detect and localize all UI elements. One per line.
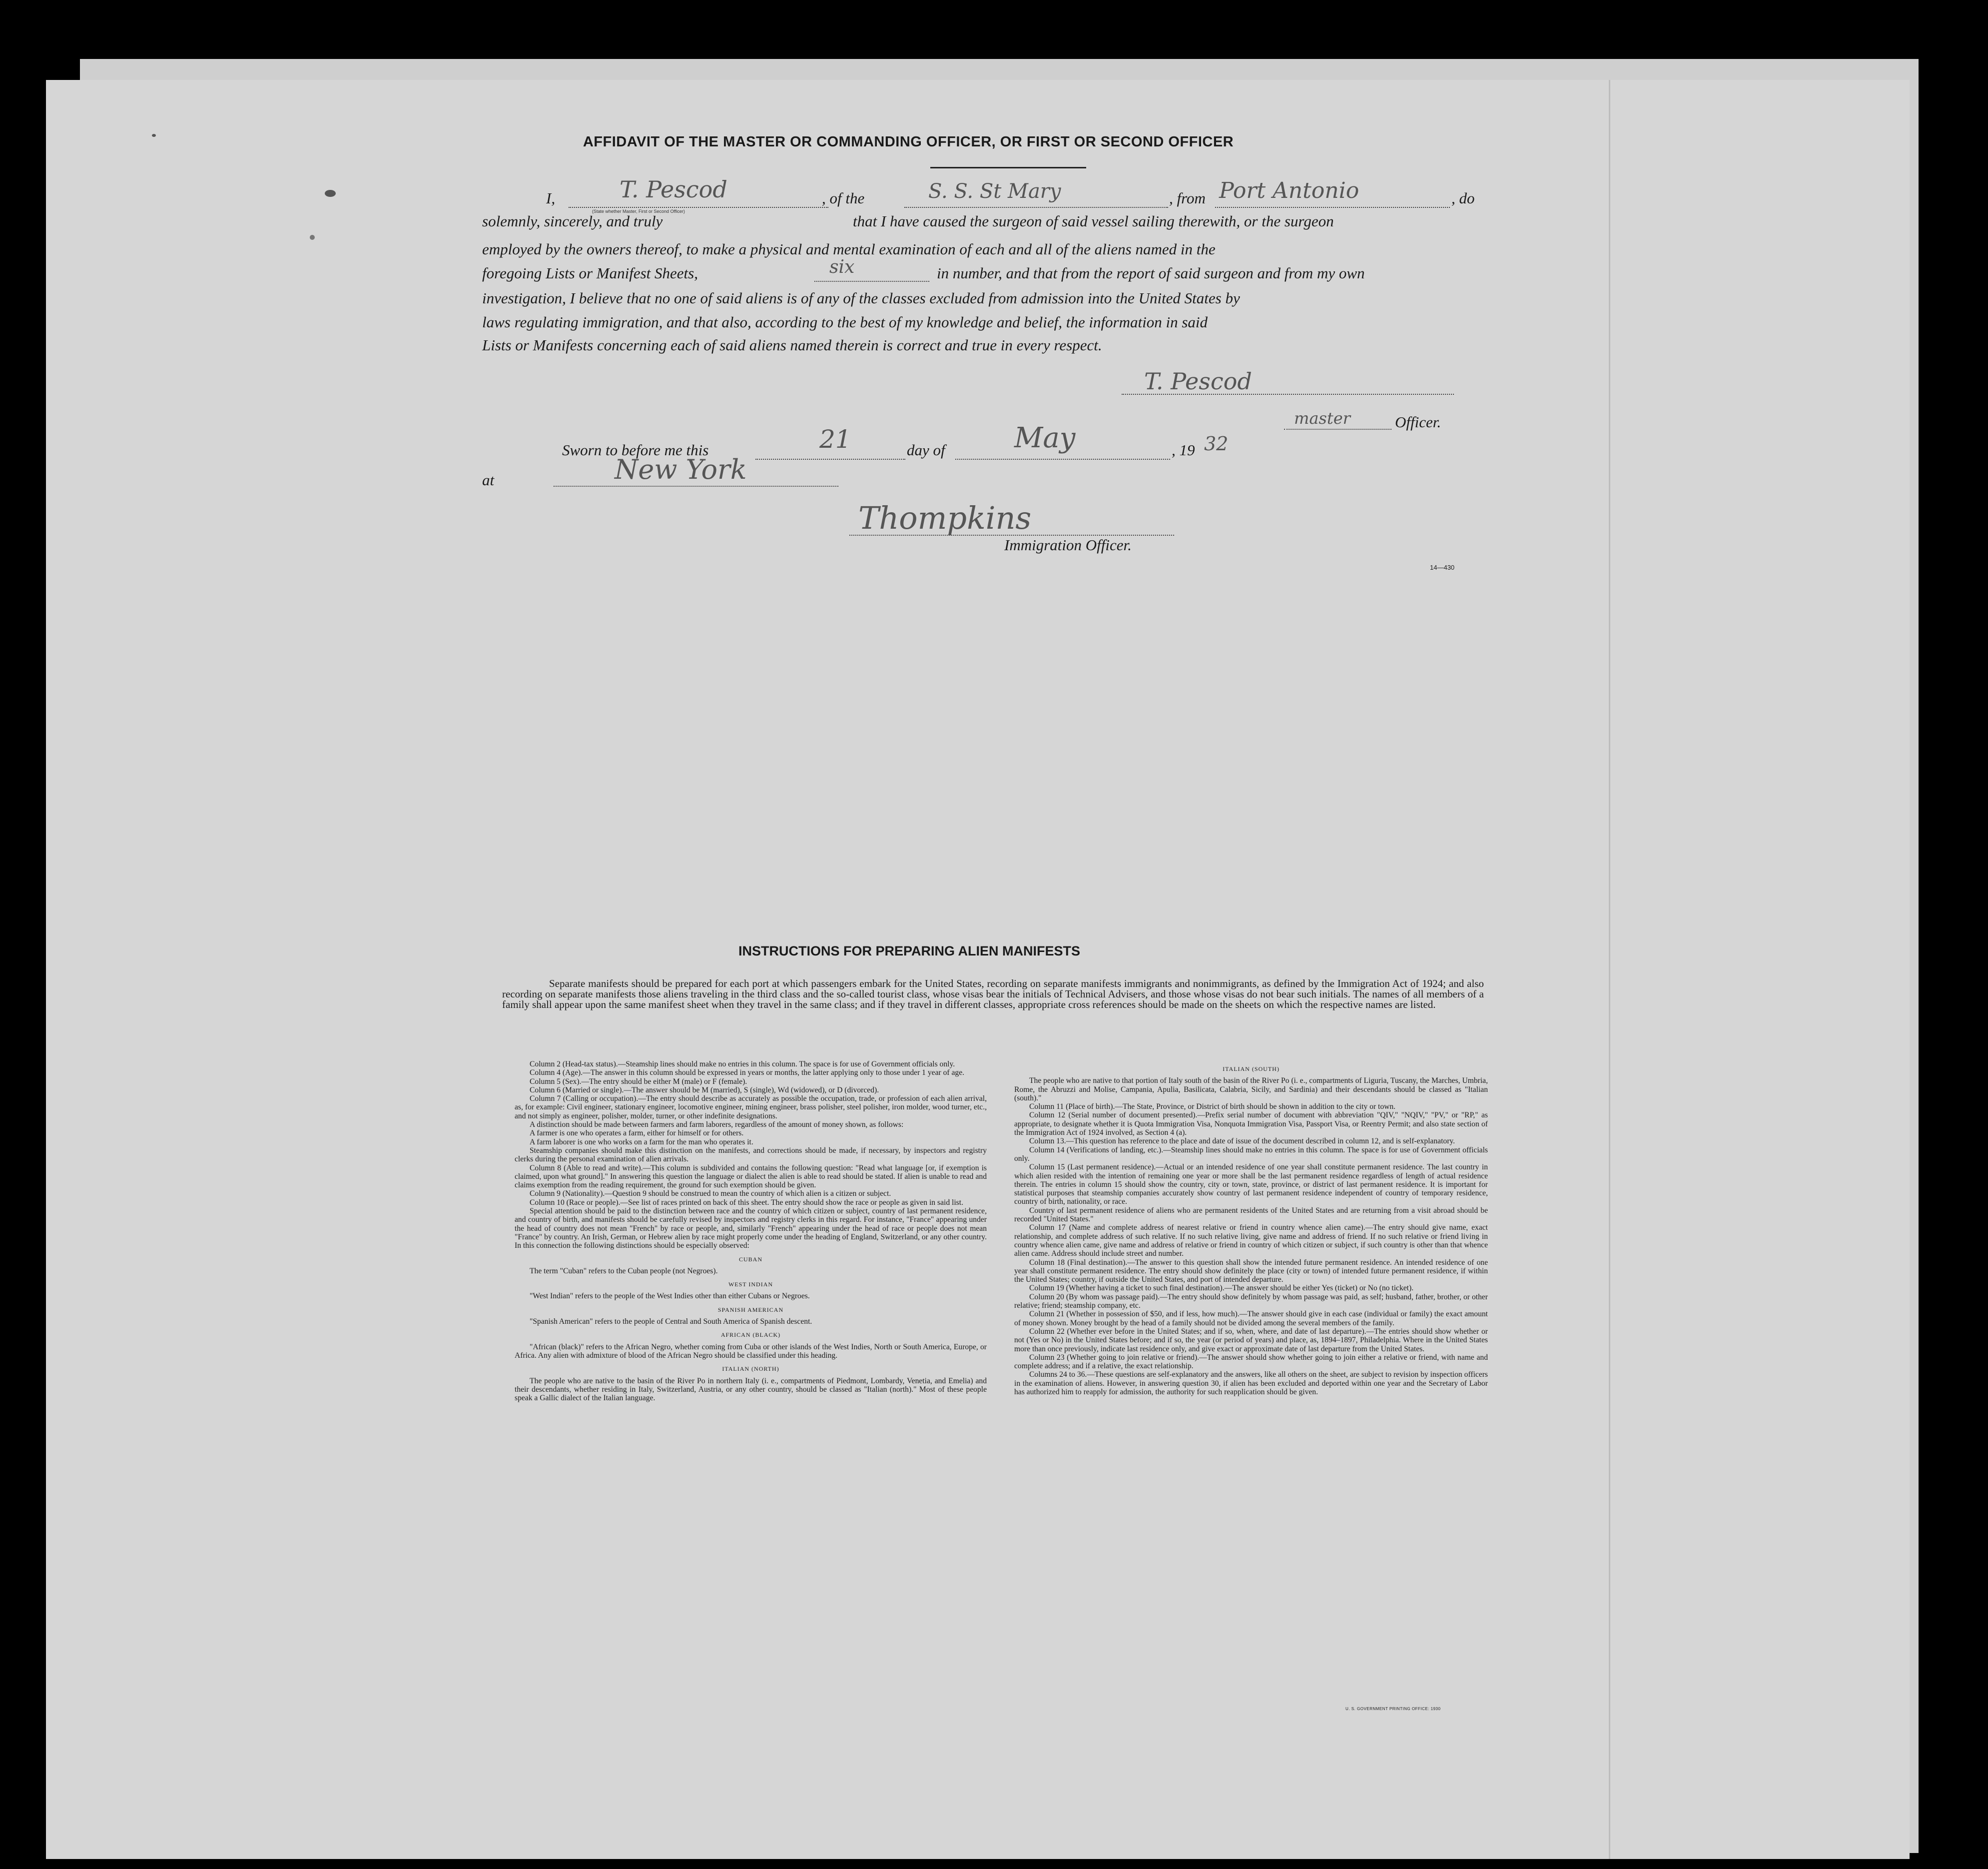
paper-speck [310, 235, 315, 240]
instruction-paragraph: A farm laborer is one who works on a farm for the man who operates it. [530, 1137, 753, 1146]
count-field-line [814, 281, 929, 282]
instruction-paragraph: Country of last permanent residence of aliens who are permanent residents of the United States and are returning from a visit abroad should be recorded "United States." [1014, 1206, 1488, 1224]
section-heading: SPANISH AMERICAN [717, 1306, 784, 1313]
month-field-line [955, 459, 1170, 460]
instruction-paragraph: Column 22 (Whether ever before in the United States; and if so, when, where, and date of last departure).—The entries should show whether or not (Yes or No) in the United States before; and if so, the year (or period of years) and place, as, 1894–1897, Philadelphia. Where in the United States more than once previously, indicate last residence only, and give exact or approximate date of last departure from the United States. [1014, 1327, 1488, 1353]
punch-hole-icon [1920, 1617, 1944, 1641]
rank-field-line [1284, 429, 1391, 430]
instruction-paragraph: Column 11 (Place of birth).—The State, Province, or District of birth should be shown in addition to the city or town. [1029, 1102, 1396, 1111]
punch-hole-icon [1920, 1275, 1944, 1299]
instruction-paragraph: Steamship companies should make this distinction on the manifests, and corrections should be made, if necessary, by inspectors and registry clerks during the personal examination of alien arrivals. [515, 1146, 987, 1164]
state-note: (State whether Master, First or Second Officer) [592, 209, 685, 214]
handwritten-month: May [1014, 422, 1076, 454]
instruction-paragraph: The people who are native to that portion of Italy south of the basin of the River Po (i. e., compartments of Liguria, Tuscany, the Marches, Umbria, Rome, the Abruzzi and Molise, Campania, Apulia, Basilicata, Calabria, Sicily, and Sardinia) and their descendants should be classed as "Italian (south)." [1014, 1076, 1488, 1102]
instruction-paragraph: Column 9 (Nationality).—Question 9 should be construed to mean the country of which alien is a citizen or subject. [530, 1189, 891, 1198]
instructions-intro: Separate manifests should be prepared for each port at which passengers embark for the United States, recording on separate manifests immigrants and nonimmigrants, as defined by the Immigration Act of 1924; and also recording on separate manifests those aliens traveling in the third class and the so-called tourist class, whose visas bear the initials of Technical Advisers, and those whose visas do not bear such initials. The names of all members of a family shall appear upon the same manifest sheet when they travel in the same class; and if they travel in different classes, appropriate cross references should be made on the sheets on which the respective names are listed. [502, 977, 1484, 1010]
instruction-paragraph: Column 2 (Head-tax status).—Steamship lines should make no entries in this column. The space is for use of Government officials only. [530, 1060, 955, 1068]
handwritten-year: 32 [1204, 433, 1229, 455]
instruction-paragraph: Column 18 (Final destination).—The answer to this question shall show the intended future permanent residence. An intended residence of one year shall constitute permanent residence. The entry should show definitely the place (city or town) of intended future permanent residence, if within the United States; country, if outside the United States, and port of intended departure. [1014, 1258, 1488, 1284]
handwritten-day: 21 [819, 425, 851, 454]
instruction-paragraph: Column 23 (Whether going to join relative or friend).—The answer should show whether going to join either a relative or friend, with name and complete address; and if a relative, the exact relationship. [1014, 1353, 1488, 1371]
instruction-paragraph: Column 12 (Serial number of document presented).—Prefix serial number of document with abbreviation "QIV," "NQIV," "PV," or "RP," as appropriate, to designate whether it is Quota Immigration Visa, Nonquota Immigration Visa, Passport Visa, or Reentry Permit; and also state section of the Immigration Act of 1924 involved, as Section 4 (a). [1014, 1111, 1488, 1137]
instruction-paragraph: Column 8 (Able to read and write).—This column is subdivided and contains the following question: "Read what language [or, if exemption is claimed, upon what ground]." In answering this question the language or dialect the alien is able to read should be stated. If alien is unable to read and claims exemption from the reading requirement, the ground for such exemption should be given. [515, 1163, 987, 1190]
instruction-paragraph: The people who are native to the basin of the River Po in northern Italy (i. e., compartments of Piedmont, Lombardy, Venetia, and Emelia) and their descendants, whether residing in Italy, Switzerland, Austria, or any other country, should be classed as "Italian (north)." Most of these people speak a Gallic dialect of the Italian language. [515, 1376, 987, 1403]
handwritten-count: six [829, 257, 855, 277]
instruction-paragraph: Column 17 (Name and complete address of nearest relative or friend in country whence alien came).—The entry should give name, exact relationship, and complete address of such relative. If no such relative living, give name and address of friend. If no such relative or friend living in country whence alien came, give name and address of relative or friend in country of which citizen or subject, if such country is other than that whence alien came. Address should include street and number. [1014, 1223, 1488, 1258]
instruction-paragraph: "West Indian" refers to the people of the West Indies other than either Cubans or Negroes. [530, 1292, 810, 1301]
affidavit-title: AFFIDAVIT OF THE MASTER OR COMMANDING OFFICER, OR FIRST OR SECOND OFFICER [583, 134, 1234, 150]
affidavit-line-7: Lists or Manifests concerning each of said aliens named therein is correct and true in every respect. [482, 336, 1102, 354]
instructions-left-column [515, 1060, 987, 1402]
affidavit-line-5: investigation, I believe that no one of said aliens is of any of the classes excluded from admission into the United States by [482, 289, 1240, 307]
instruction-paragraph: Special attention should be paid to the distinction between race and the country of which citizen or subject, country of last permanent residence, and country of birth, and manifests should be carefully revised by inspectors and registry clerks in this regard. For instance, "France" appearing under the head of country does not mean "French" by race or people, and, similarly "French" appearing under the head of race or people does not mean "France" by country. An Irish, German, or Hebrew alien by race might properly come under the heading of England, Switzerland, or any other country. In this connection the following distinctions should be especially observed: [515, 1207, 987, 1250]
title-rule [930, 167, 1086, 168]
instruction-paragraph: Columns 24 to 36.—These questions are self-explanatory and the answers, like all others on the sheet, are subject to revision by inspection officers in the examination of aliens. However, in answering question 30, if alien has been excluded and deported within one year and the Secretary of Labor has authorized him to reapply for admission, the authority for such reapplication should be given. [1014, 1370, 1488, 1396]
text-at: at [482, 471, 495, 489]
text-from: , from [1169, 189, 1206, 207]
section-heading: ITALIAN (NORTH) [722, 1365, 779, 1373]
instruction-paragraph: Column 14 (Verifications of landing, etc.).—Steamship lines should make no entries in this column. The space is for use of Government officials only. [1014, 1145, 1488, 1163]
instruction-paragraph: Column 6 (Married or single).—The answer should be M (married), S (single), Wd (widowed), or D (divorced). [530, 1085, 879, 1094]
text-i: I, [546, 189, 556, 207]
instruction-paragraph: "Spanish American" refers to the people of Central and South America of Spanish descent. [530, 1317, 812, 1326]
printing-office-note: U. S. GOVERNMENT PRINTING OFFICE: 1930 [1345, 1707, 1441, 1711]
paper-speck [325, 190, 336, 197]
text-surgeon: that I have caused the surgeon of said vessel sailing therewith, or the surgeon [853, 212, 1334, 230]
punch-hole-icon [1920, 370, 1944, 394]
punch-hole-icon [1920, 1192, 1944, 1216]
punch-hole-icon [1920, 709, 1944, 733]
instruction-paragraph: Column 19 (Whether having a ticket to such final destination).—The answer should be either Yes (ticket) or No (no ticket). [1029, 1284, 1414, 1293]
affidavit-line-3: employed by the owners thereof, to make a physical and mental examination of each and all of the aliens named in the [482, 240, 1216, 258]
instruction-paragraph: The term "Cuban" refers to the Cuban people (not Negroes). [530, 1266, 718, 1275]
handwritten-place: New York [615, 454, 747, 485]
instruction-paragraph: Column 20 (By whom was passage paid).—The entry should show definitely by whom passage was paid, as self; husband, father, brother, or other relative; friend; steamship company, etc. [1014, 1292, 1488, 1310]
instruction-paragraph: Column 15 (Last permanent residence).—Actual or an intended residence of one year shall constitute permanent residence. The last country in which alien resided with the intention of remaining one year or more shall be the last permanent residence regardless of length of actual residence therein. The entries in column 15 should show the country, city or town, state, province, or district of last permanent residence. It is important for statistical purposes that steamship companies accurately show country of last permanent residence independent of country of temporary residence, country of birth, nationality, or race. [1014, 1163, 1488, 1206]
section-heading: WEST INDIAN [728, 1281, 773, 1288]
handwritten-master-signature: T. Pescod [1144, 368, 1252, 395]
instruction-paragraph: Column 7 (Calling or occupation).—The entry should describe as accurately as possible the occupation, trade, or profession of each alien arrival, as, for example: Civil engineer, stationary engineer, locomotive engineer, mining engineer, brass polisher, steel polisher, iron molder, wood turner, etc., and not simply as engineer, polisher, molder, turner, or other indefinite designations. [515, 1094, 987, 1120]
text-do: , do [1451, 189, 1475, 207]
text-of-the: , of the [822, 189, 865, 207]
instruction-paragraph: Column 4 (Age).—The answer in this column should be expressed in years or months, the latter applying only to those under 1 year of age. [530, 1068, 965, 1077]
immigration-officer-label: Immigration Officer. [1004, 536, 1132, 554]
day-field-line [755, 459, 905, 460]
form-number: 14—430 [1430, 564, 1455, 571]
text-solemnly: solemnly, sincerely, and truly [482, 212, 663, 230]
instruction-paragraph: A distinction should be made between farmers and farm laborers, regardless of the amount of money shown, as follows: [530, 1120, 904, 1129]
port-field-line [1215, 207, 1450, 208]
section-heading: AFRICAN (BLACK) [720, 1331, 781, 1339]
affidavit-line-6: laws regulating immigration, and that also, according to the best of my knowledge and belief, the information in said [482, 313, 1208, 331]
handwritten-rank: master [1294, 409, 1350, 428]
handwritten-officer-signature: Thompkins [858, 500, 1032, 536]
instruction-paragraph: Column 21 (Whether in possession of $50, and if less, how much).—The answer should give in each case (individual or family) the exact amount of money shown. Money brought by the head of a family should not be divided among the several members of the family. [1014, 1310, 1488, 1327]
text-foregoing: foregoing Lists or Manifest Sheets, [482, 264, 698, 282]
officer-label: Officer. [1395, 413, 1441, 431]
handwritten-vessel: S. S. St Mary [928, 180, 1061, 203]
place-field-line [554, 486, 838, 487]
instruction-paragraph: "African (black)" refers to the African Negro, whether coming from Cuba or other islands of the West Indies, North or South America, Europe, or Africa. Any alien with admixture of blood of the African Negro should be classified under this heading. [515, 1342, 987, 1360]
text-in-number: in number, and that from the report of said surgeon and from my own [937, 264, 1365, 282]
text-sworn: Sworn to before me this [562, 441, 709, 459]
instruction-paragraph: Column 10 (Race or people).—See list of races printed on back of this sheet. The entry should show the race or people as given in said list. [530, 1198, 963, 1207]
punch-hole-icon [1920, 626, 1944, 650]
instructions-right-column [1014, 1060, 1488, 1396]
handwritten-port: Port Antonio [1219, 178, 1359, 203]
section-heading: CUBAN [738, 1255, 762, 1263]
text-year-prefix: , 19 [1172, 441, 1195, 459]
instructions-title: INSTRUCTIONS FOR PREPARING ALIEN MANIFESTS [738, 943, 1081, 958]
section-heading: ITALIAN (SOUTH) [1223, 1065, 1280, 1072]
vessel-field-line [904, 207, 1168, 208]
punch-hole-icon [1920, 285, 1944, 309]
punch-hole-icon [1920, 1534, 1944, 1558]
instruction-paragraph: Column 13.—This question has reference to the place and date of issue of the document described in column 12, and is self-explanatory. [1029, 1137, 1455, 1146]
page-fold-edge [1609, 80, 1610, 1859]
paper-speck [152, 134, 156, 137]
instruction-paragraph: A farmer is one who operates a farm, either for himself or for others. [530, 1129, 744, 1138]
text-day-of: day of [907, 441, 945, 459]
instruction-paragraph: Column 5 (Sex).—The entry should be either M (male) or F (female). [530, 1077, 747, 1086]
name-field-line [569, 207, 828, 208]
handwritten-name: T. Pescod [620, 176, 727, 203]
